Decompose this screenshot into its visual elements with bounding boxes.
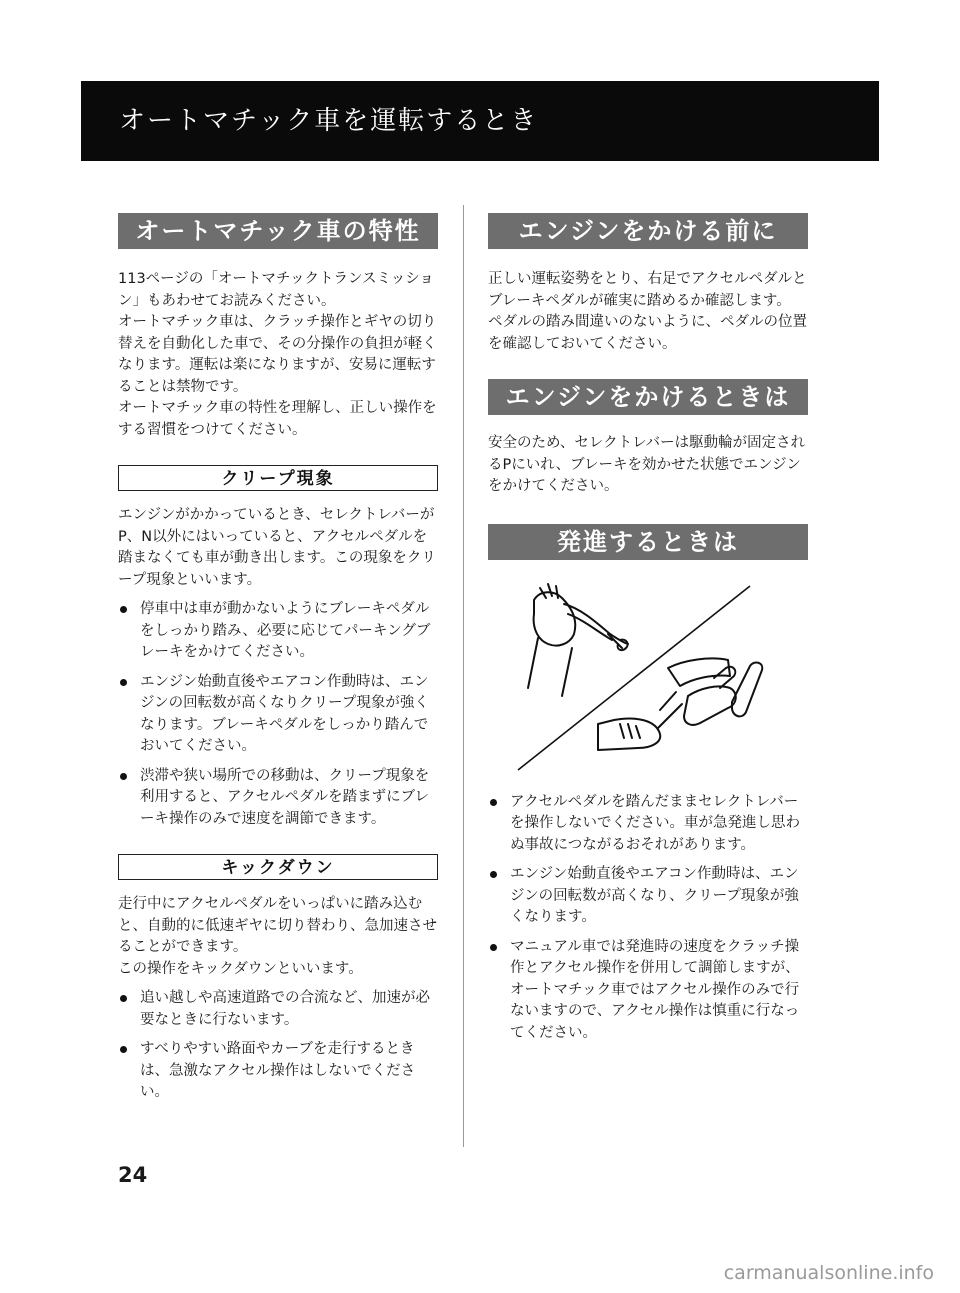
before-start-paragraph: ペダルの踏み間違いのないように、ペダルの位置を確認しておいてください。 (488, 314, 807, 352)
list-item-text: エンジン始動直後やエアコン作動時は、エンジンの回転数が高くなりクリープ現象が強くなります。ブレーキペダルをしっかり踏んでおいてください。 (140, 673, 429, 754)
kickdown-heading: キックダウン (118, 854, 438, 880)
site-watermark: carmanualsonline.info (723, 1262, 934, 1284)
before-start-heading: エンジンをかける前に (488, 213, 808, 249)
kickdown-bullet-list (118, 988, 438, 1104)
list-item-text: 停車中は車が動かないようにブレーキペダルをしっかり踏み、必要に応じてパーキングブレーキをかけてください。 (140, 601, 431, 660)
bullet-dot-icon (490, 799, 497, 806)
pedal-selector-illustration (488, 578, 808, 778)
chapter-title: オートマチック車を運転するとき (119, 106, 539, 136)
bullet-dot-icon (490, 871, 497, 878)
features-paragraph: 113ページの「オートマチックトランスミッション」もあわせてお読みください。 (118, 271, 434, 309)
before-start-paragraph: 正しい運転姿勢をとり、右足でアクセルペダルとブレーキペダルが確実に踏めるか確認します。 (488, 271, 807, 309)
list-item (118, 1039, 438, 1104)
left-column (118, 213, 438, 1104)
page-number: 24 (118, 1163, 148, 1187)
departure-bullet-list (488, 792, 808, 1045)
kickdown-paragraph: 走行中にアクセルペダルをいっぱいに踏み込むと、自動的に低速ギヤに切り替わり、急加速させることができます。 (118, 896, 437, 955)
list-item-text: 追い越しや高速道路での合流など、加速が必要なときに行ないます。 (140, 990, 430, 1028)
list-item-text: 渋滞や狭い場所での移動は、クリープ現象を利用すると、アクセルペダルを踏まずにブレーキ操作のみで速度を調節できます。 (140, 767, 430, 827)
list-item (118, 988, 438, 1031)
creep-bullet-list (118, 599, 438, 830)
list-item-text: マニュアル車では発進時の速度をクラッチ操作とアクセル操作を併用して調節しますが、オートマチック車ではアクセル操作のみで行ないますので、アクセル操作は慎重に行なってください。 (510, 938, 800, 1041)
list-item (118, 599, 438, 664)
list-item (118, 766, 438, 831)
when-start-heading: エンジンをかけるときは (488, 379, 808, 415)
kickdown-paragraph: この操作をキックダウンといいます。 (118, 960, 363, 977)
features-paragraph: オートマチック車は、クラッチ操作とギヤの切り替えを自動化した車で、その分操作の負担が軽くなります。運転は楽になりますが、安易に運転することは禁物です。 (118, 314, 437, 395)
creep-paragraph: エンジンがかかっているとき、セレクトレバーがP、N以外にはいっていると、アクセルペダルを踏まなくても車が動き出します。この現象をクリープ現象といいます。 (118, 507, 436, 588)
bullet-dot-icon (120, 773, 127, 780)
list-item-text: アクセルペダルを踏んだままセレクトレバーを操作しないでください。車が急発進し思わぬ事故につながるおそれがあります。 (510, 793, 800, 853)
chapter-banner (81, 81, 879, 161)
bullet-dot-icon (120, 1046, 127, 1053)
list-item (488, 937, 808, 1045)
departure-heading: 発進するときは (488, 524, 808, 560)
bullet-dot-icon (120, 606, 127, 613)
list-item (488, 864, 808, 929)
column-divider (463, 205, 464, 1147)
when-start-paragraph: 安全のため、セレクトレバーは駆動輪が固定されるPにいれ、ブレーキを効かせた状態でエンジンをかけてください。 (488, 435, 806, 494)
list-item (488, 792, 808, 857)
list-item-text: エンジン始動直後やエアコン作動時は、エンジンの回転数が高くなり、クリープ現象が強くなります。 (510, 866, 799, 925)
right-column (488, 213, 808, 1044)
creep-heading: クリープ現象 (118, 465, 438, 491)
features-heading: オートマチック車の特性 (118, 213, 438, 249)
list-item-text: すべりやすい路面やカーブを走行するときは、急激なアクセル操作はしないでください。 (140, 1041, 416, 1100)
list-item (118, 672, 438, 758)
features-paragraph: オートマチック車の特性を理解し、正しい操作をする習慣をつけてください。 (118, 400, 437, 438)
bullet-dot-icon (490, 944, 497, 951)
bullet-dot-icon (120, 995, 127, 1002)
bullet-dot-icon (120, 679, 127, 686)
